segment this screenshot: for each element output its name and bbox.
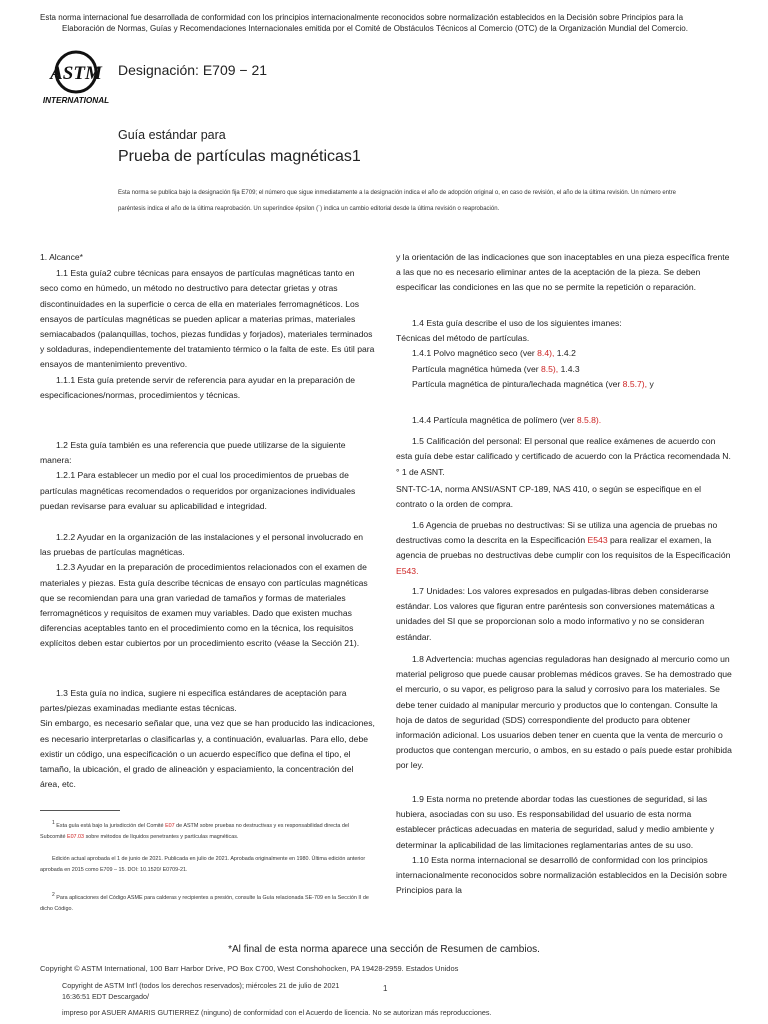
link-8-5-8[interactable]: 8.5.8). (576, 415, 602, 425)
para-1-5: 1.5 Calificación del personal: El personal que realice exámenes de acuerdo con esta guía debe estar calificado y certificado de acuerdo con la Práctica recomendada N.° 1 de ASNT. (396, 436, 731, 477)
para-1-4-3: Partícula magnética de pintura/lechada magnética (ver 8.5.7), y (412, 378, 654, 389)
para-1-2-2: 1.2.2 Ayudar en la organización de las instalaciones y el personal involucrado en las pruebas de partículas magnéticas. (40, 532, 364, 558)
astm-logo (40, 48, 112, 106)
footnote-edition: Edición actual aprobada el 1 de junio de 2021. Publicada en julio de 2021. Aprobada originalmente en 1980. Última edición anterior aprobada en 2015 como E709 – 15. DOI: 10.1520/ E0709-21. (40, 856, 366, 873)
para-tecnicas: Técnicas del método de partículas. (396, 333, 530, 344)
download-info: Copyright de ASTM Int'l (todos los derechos reservados); miércoles 21 de julio de 2021 16:36:51 EDT Descargado/ (62, 981, 340, 1001)
para-snt: SNT-TC-1A, norma ANSI/ASNT CP-189, NAS 410, o según se especifique en el contrato o la orden de compra. (396, 483, 702, 510)
international-notice (40, 12, 740, 34)
para-1-10: 1.10 Esta norma internacional se desarrolló de conformidad con los principios internacionalmente reconocidos sobre normalización establecidos en la Decisión sobre Principios para la (396, 854, 728, 896)
para-1-3a: 1.3 Esta guía no indica, sugiere ni especifica estándares de aceptación para partes/piezas examinadas mediante estas técnicas. (40, 688, 347, 714)
para-1-2-3: 1.2.3 Ayudar en la preparación de procedimientos relacionados con el examen de materiales y piezas. Esta guía describe técnicas de ensayo con partículas magnéticas que se recomiendan para una gran variedad de tamaños y formas de materiales ferromagnéticos y requisitos de examen muy variables. Dado que existen muchas diferencias aceptables tanto en el procedimiento como en la técnica, los requisitos explícitos deben estar cubiertos por un procedimiento escrito (véase la Sección 21). (40, 562, 368, 649)
para-1-9: 1.9 Esta norma no pretende abordar todas las cuestiones de seguridad, si las hubiera, asociadas con su uso. Es responsabilidad del usuario de esta norma establecer prácticas adecuadas en materia de seguridad, salud y medio ambiente y determinar la aplicabilidad de las limitaciones reglamentarias antes de su uso. (396, 794, 715, 850)
link-e07[interactable]: E07 (165, 822, 175, 829)
left-column-1-2 (40, 438, 375, 514)
summary-note: *Al final de esta norma aparece una sección de Resumen de cambios. (228, 944, 540, 955)
section-heading-scope: 1. Alcance* (40, 252, 83, 262)
link-e543[interactable]: E543 (587, 535, 608, 546)
para-1-4: 1.4 Esta guía describe el uso de los siguientes imanes: (412, 318, 622, 328)
footnote-1-num: 1 (52, 820, 55, 826)
left-column-1-3 (40, 686, 375, 792)
right-column-1-6 (396, 518, 732, 579)
para-1-2-1: 1.2.1 Para establecer un medio por el cual los procedimientos de pruebas de partículas magnéticas recomendados o requeridos por organizaciones individuales puedan revisarse para evaluar su aplicabilidad e integridad. (40, 470, 356, 511)
notice-line-1: Esta norma internacional fue desarrollada de conformidad con los principios internacionalmente reconocidos sobre normalización establecidos en la Decisión sobre Principios para la (40, 13, 684, 22)
printed-by: impreso por ASUER AMARIS GUTIERREZ (ninguno) de conformidad con el Acuerdo de licencia. No se autorizan más reproducciones. (62, 1008, 492, 1017)
para-continuation: y la orientación de las indicaciones que son inaceptables en una pieza específica frente a las que no es necesario eliminar antes de la aceptación de la pieza. Se deben especificar las condiciones en las que no se permite la repetición o reparación. (396, 252, 730, 293)
right-column-1-4 (396, 316, 732, 392)
designation: Designación: E709 − 21 (118, 62, 268, 78)
logo-text: ASTM (50, 63, 102, 84)
para-1-4-2: Partícula magnética húmeda (ver 8.5), 1.4.3 (412, 363, 580, 374)
para-1-2: 1.2 Esta guía también es una referencia que puede utilizarse de la siguiente manera: (40, 440, 346, 466)
link-8-5[interactable]: 8.5), (540, 363, 559, 374)
footnote-rule (40, 810, 120, 811)
link-e543-2[interactable]: E543. (396, 565, 419, 576)
right-column-1-9 (396, 792, 732, 898)
footnote-2: $^2$ Para aplicaciones del Código ASME para calderas y recipientes a presión, consulte la Guía relacionada SE-709 en la Sección II de dicho Código. (40, 892, 369, 912)
para-1-4-4: 1.4.4 Partícula magnética de polímero (ver 8.5.8). (412, 415, 602, 425)
footnote-1: $^1$ Esta guía está bajo la jurisdicción del Comité E07 de ASTM sobre pruebas no destructivas y es responsabilidad directa del Subcomité E07.03 sobre métodos de líquidos penetrantes y partículas magnéticas. (40, 820, 350, 840)
para-1-6: 1.6 Agencia de pruebas no destructivas: Si se utiliza una agencia de pruebas no destructivas como la descrita en la Especificación E543 para realizar el examen, la agencia de pruebas no destructivas debe cumplir con los requisitos de la Especificación E543. (396, 520, 731, 576)
document-title: Prueba de partículas magnéticas1 (118, 148, 361, 165)
link-8-5-7[interactable]: 8.5.7), (622, 378, 648, 389)
right-column-1-8 (396, 652, 732, 774)
right-column-top (396, 250, 732, 296)
link-e07-03[interactable]: E07.03 (66, 833, 85, 840)
right-column-1-7 (396, 584, 732, 645)
para-1-1-1: 1.1.1 Esta guía pretende servir de referencia para ayudar en la preparación de especificaciones/normas, procedimientos y técnicas. (40, 374, 356, 400)
para-1-8: 1.8 Advertencia: muchas agencias reguladoras han designado al mercurio como un material peligroso que puede causar problemas médicos graves. Se ha demostrado que el mercurio, o su vapor, es peligroso para la salud y corrosivo para los materiales. Se debe tener cuidado al manipular mercurio y productos que lo contengan. Consulte la hoja de datos de seguridad (SDS) correspondiente del producto para obtener información adicional. Los usuarios deben tener en cuenta que la venta de mercurio o productos que contengan mercurio, o ambos, en su estado o país puede estar prohibida por ley. (396, 654, 732, 771)
para-1-7: 1.7 Unidades: Los valores expresados en pulgadas-libras deben considerarse estándar. Los valores que figuran entre paréntesis son conversiones matemáticas a unidades del SI que se proporcionan solo a modo informativo y no se consideran estándar. (396, 586, 715, 642)
para-1-1: 1.1 Esta guía2 cubre técnicas para ensayos de partículas magnéticas tanto en seco como en húmedo, un método no destructivo para detectar grietas y otras discontinuidades en la superficie o cerca de ella en materiales ferromagnéticos. Los ensayos de partículas magnéticas se pueden aplicar a materias primas, materiales semiacabados (palanquillas, tochos, piezas fundidas y forjados), materiales terminados y soldaduras, independientemente del tratamiento térmico o la falta de este. Es útil para ensayos de mantenimiento preventivo. (40, 268, 375, 370)
para-1-3b: Sin embargo, es necesario señalar que, una vez que se han producido las indicaciones, es necesario interpretarlas o clasificarlas y, a continuación, evaluarlas. Para ello, debe existir un código, una especificación o un acuerdo específico que defina el tipo, el tamaño, la ubicación, el grado de alineación y espaciamiento, la concentración del área, etc. (40, 718, 375, 790)
left-column-top (40, 250, 375, 403)
standard-notice: Esta norma se publica bajo la designación fija E709; el número que sigue inmediatamente a la designación indica el año de adopción original o, en caso de revisión, el año de la última revisión. Un número entre paréntesis indica el año de la última reaprobación. Un superíndice épsilon (´) indica un cambio editorial desde la última revisión o reaprobación. (118, 190, 677, 212)
footnote-2-num: 2 (52, 892, 55, 898)
page-number: 1 (383, 984, 388, 993)
left-column-1-2-2 (40, 530, 375, 652)
link-8-4[interactable]: 8.4), (537, 348, 555, 359)
copyright-line: Copyright © ASTM International, 100 Barr Harbor Drive, PO Box C700, West Conshohocken, PA 19428-2959. Estados Unidos (40, 964, 459, 973)
right-column-1-4-4 (396, 413, 732, 512)
para-1-4-1: 1.4.1 Polvo magnético seco (ver 8.4), 1.4.2 (412, 348, 576, 359)
logo-subtext: INTERNATIONAL (42, 96, 110, 105)
notice-line-2: Elaboración de Normas, Guías y Recomendaciones Internacionales emitida por el Comité de Obstáculos Técnicos al Comercio (OTC) de la Organización Mundial del Comercio. (62, 24, 688, 33)
document-subtitle: Guía estándar para (118, 128, 226, 142)
astm-logo-icon (40, 48, 112, 106)
